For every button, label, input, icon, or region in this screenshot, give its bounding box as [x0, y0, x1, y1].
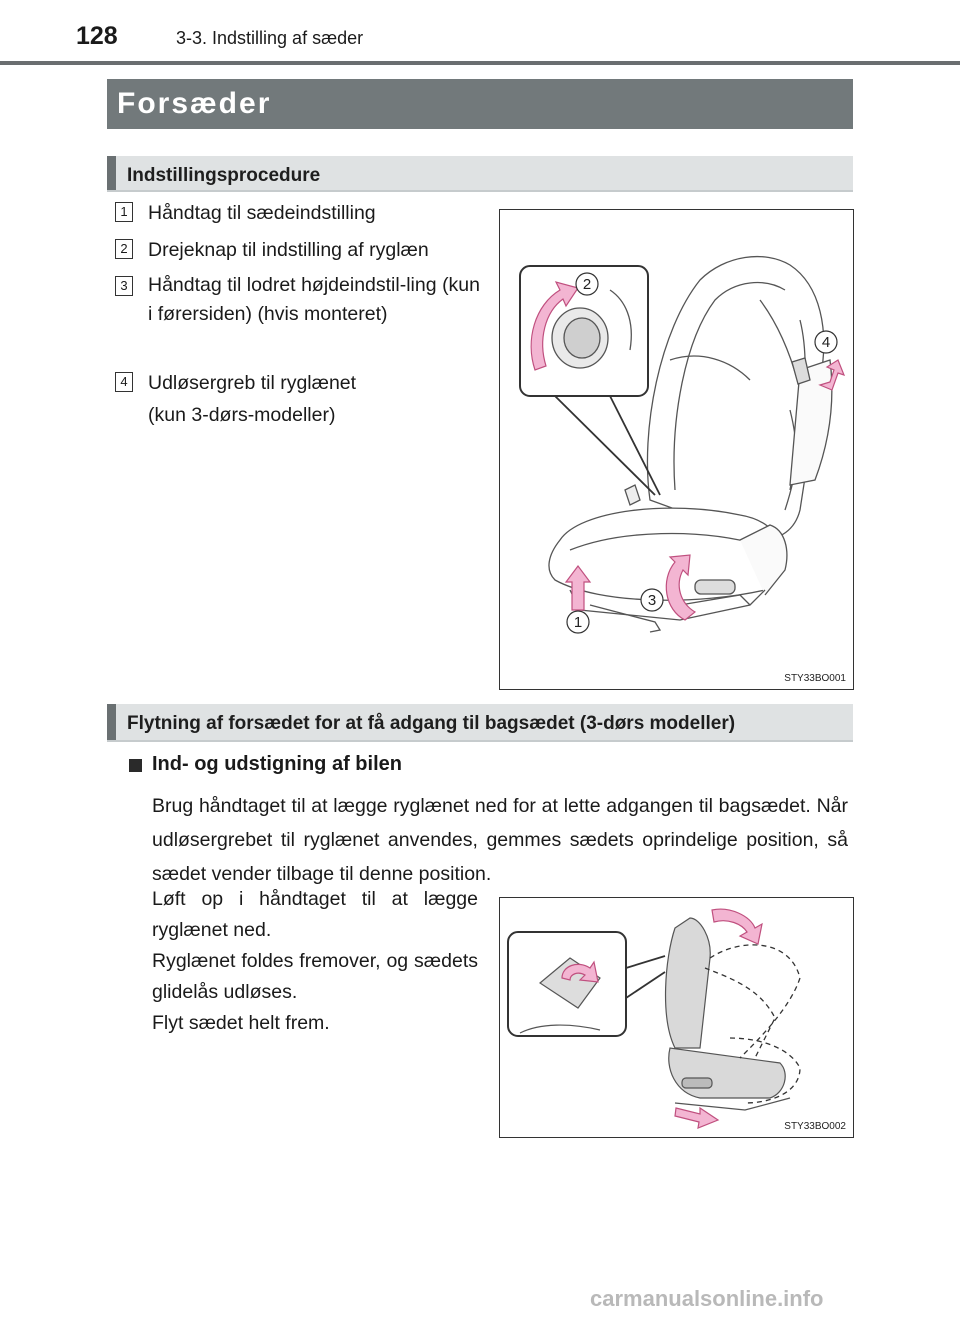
item-text: Håndtag til sædeindstilling	[148, 202, 376, 224]
callout-4: 4	[821, 334, 831, 351]
page-title: Forsæder	[117, 87, 272, 120]
list-item	[115, 367, 480, 431]
seat-illustration	[500, 210, 853, 689]
item-text: Drejeknap til indstilling af ryglæn	[148, 239, 429, 261]
page-title-bar	[107, 79, 853, 129]
heading-accent	[107, 156, 116, 190]
section-heading: Indstillingsprocedure	[127, 165, 321, 186]
callout-1: 1	[573, 614, 583, 631]
body-paragraph: Brug håndtaget til at lægge ryglænet ned for at lette adgangen til bagsædet. Når udløsergrebet til ryglænet anvendes, gemmes sædets oprindelige position, så sædet vender tilbage til denne position.	[152, 795, 848, 885]
item-number-badge: 2	[115, 239, 133, 259]
list-item	[115, 234, 480, 266]
section-heading-bar	[107, 156, 853, 192]
item-number-badge: 3	[115, 276, 133, 296]
list-item	[115, 197, 480, 229]
list-item	[115, 271, 480, 329]
step-text: Ryglænet foldes fremover, og sædets glidelås udløses.	[152, 950, 478, 1003]
seat-adjustment-figure	[499, 209, 854, 690]
item-text-line: (kun 3-dørs-modeller)	[148, 404, 336, 426]
item-text-line: Udløsergreb til ryglænet	[148, 372, 357, 394]
figure-code: STY33BO002	[784, 1121, 846, 1132]
section-heading: Flytning af forsædet for at få adgang til bagsædet (3-dørs modeller)	[127, 713, 736, 734]
step-text: Flyt sædet helt frem.	[152, 1012, 330, 1034]
header-divider	[0, 61, 960, 65]
seat-fold-illustration	[500, 898, 853, 1137]
step-text: Løft op i håndtaget til at lægge ryglænet ned.	[152, 888, 478, 941]
figure-code: STY33BO001	[784, 673, 846, 684]
bullet-square	[129, 759, 142, 772]
section-heading-bar	[107, 704, 853, 742]
seat-fold-figure	[499, 897, 854, 1138]
page-number: 128	[76, 22, 118, 50]
instruction-steps	[152, 884, 478, 1039]
heading-accent	[107, 704, 116, 740]
item-number-badge: 4	[115, 372, 133, 392]
callout-3: 3	[647, 592, 657, 609]
item-number-badge: 1	[115, 202, 133, 222]
section-reference: 3-3. Indstilling af sæder	[176, 28, 364, 48]
bullet-heading: Ind- og udstigning af bilen	[152, 753, 402, 775]
callout-2: 2	[582, 276, 592, 293]
footer-watermark: carmanualsonline.info	[590, 1286, 824, 1311]
item-text: Håndtag til lodret højdeindstil-ling (kun i førersiden) (hvis monteret)	[148, 274, 480, 325]
